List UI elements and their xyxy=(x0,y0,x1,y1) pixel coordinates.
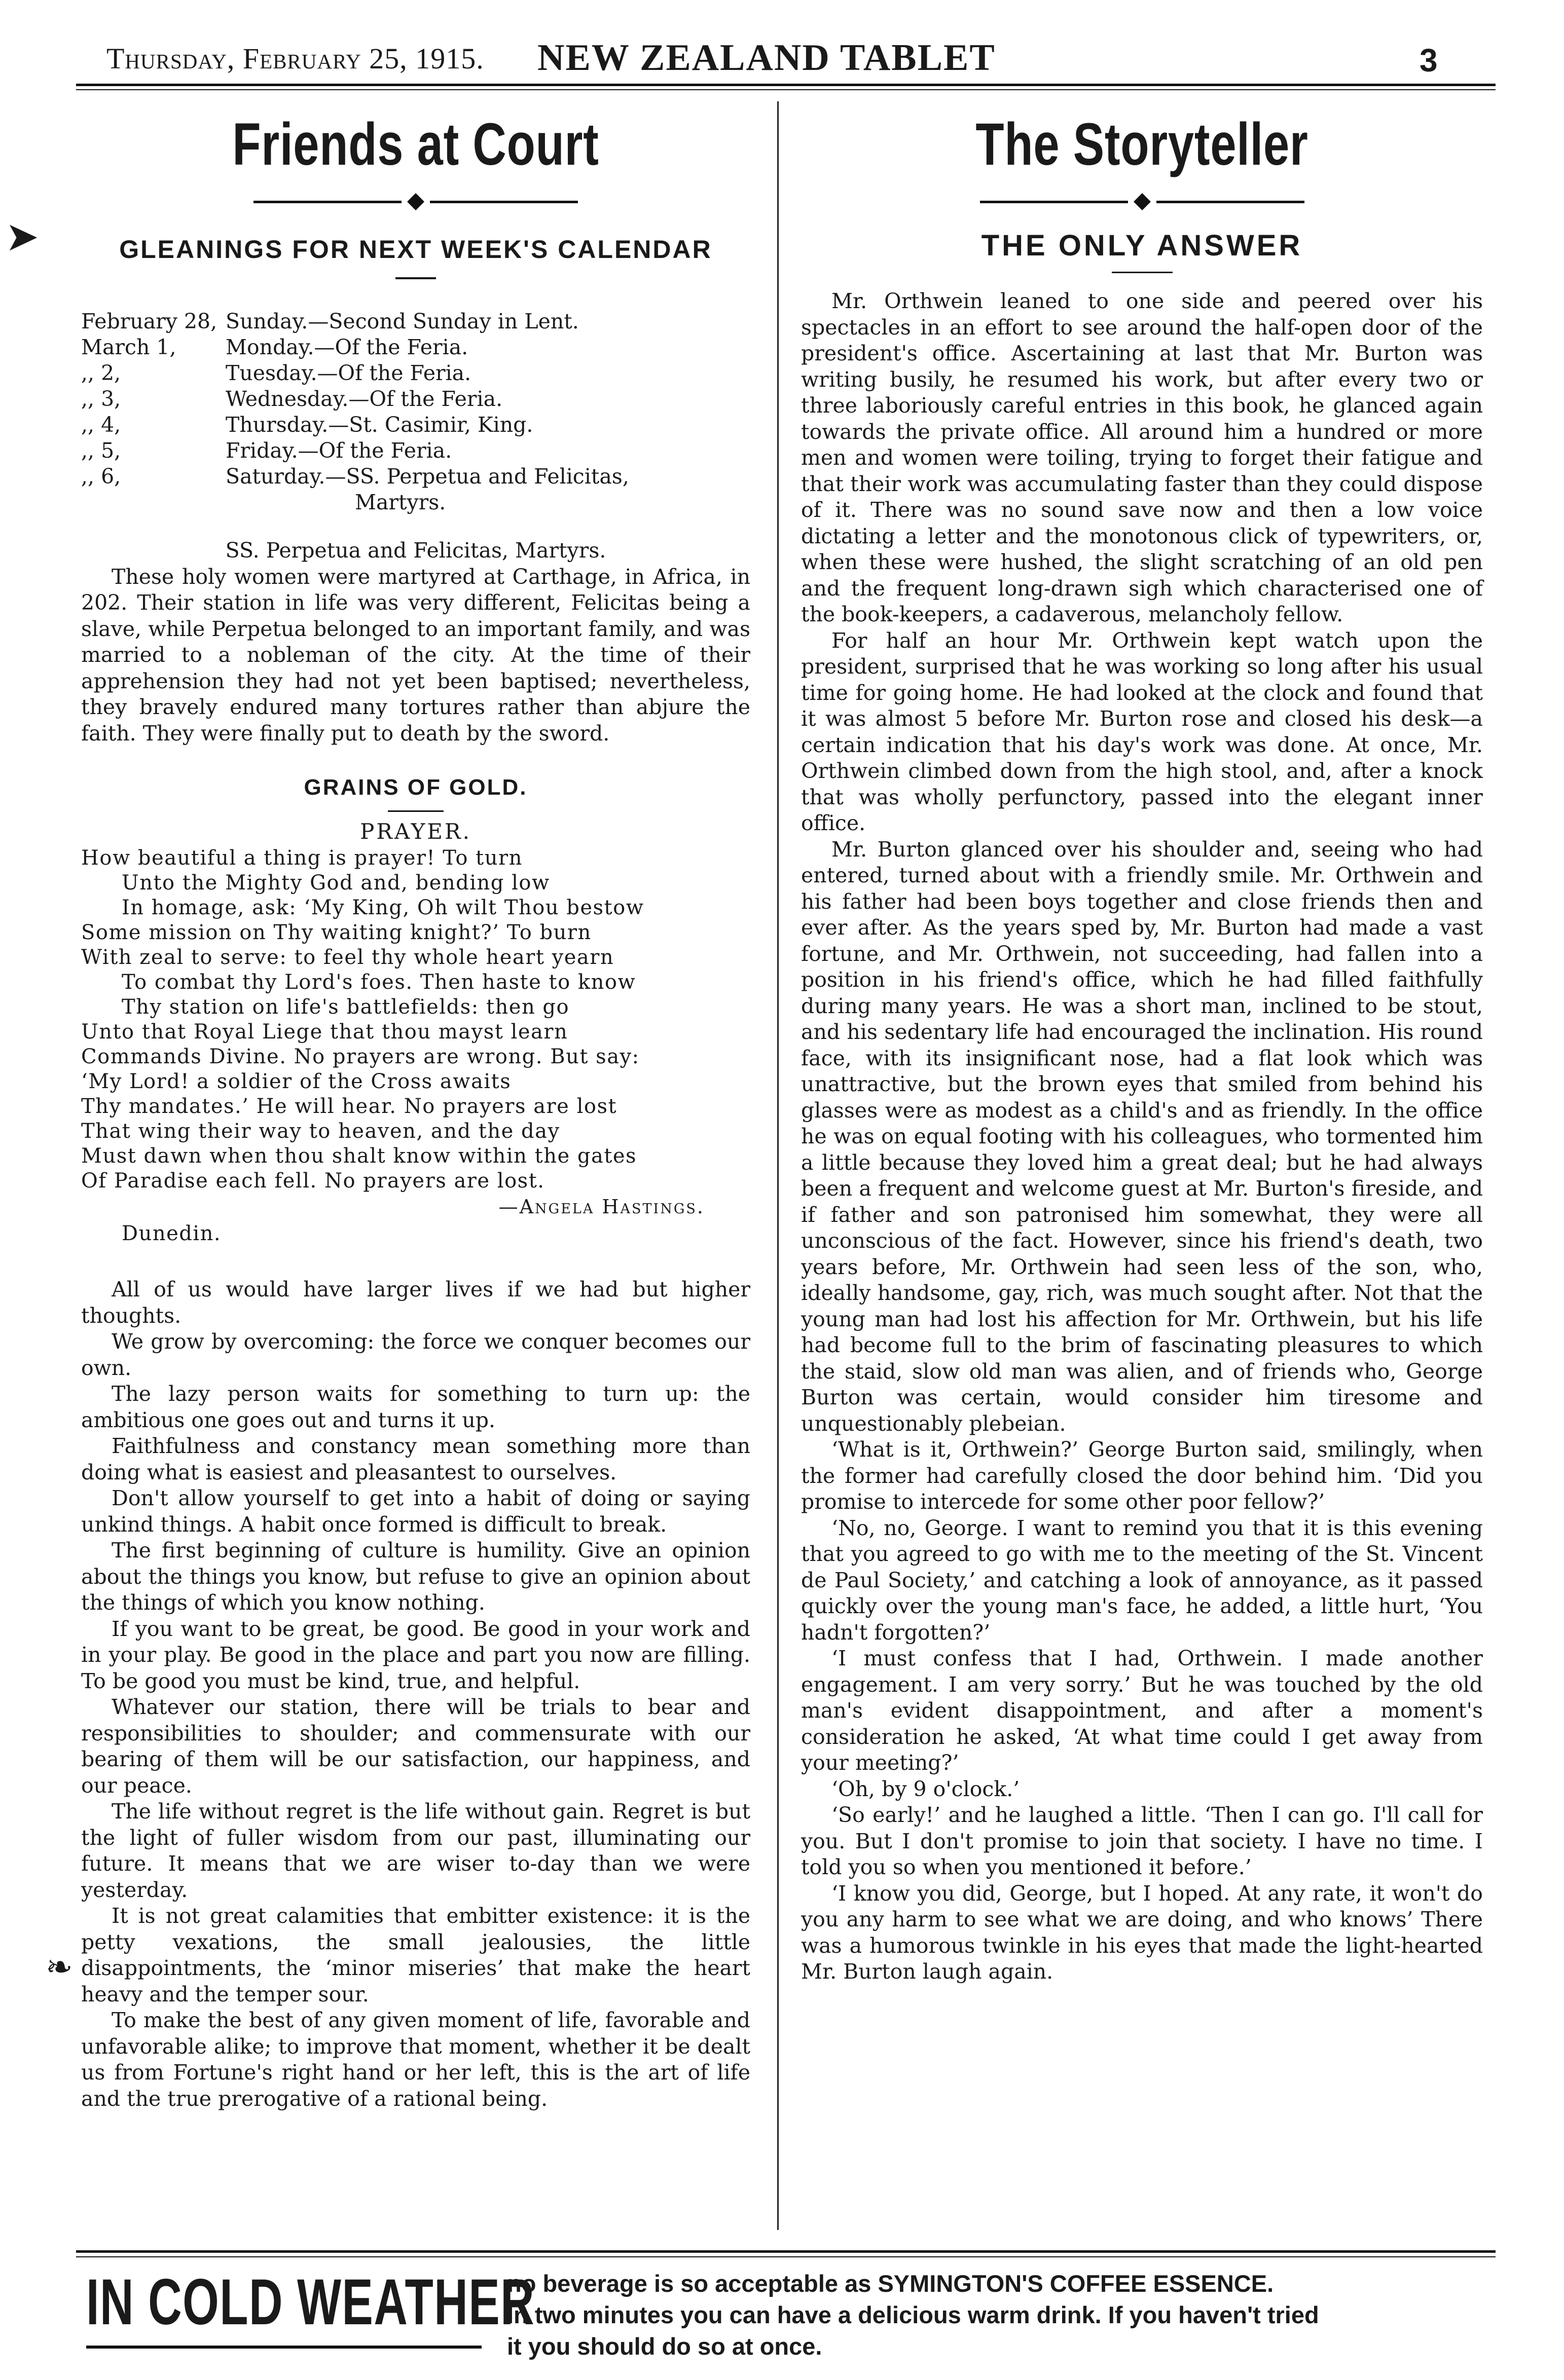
masthead-ornament xyxy=(253,194,578,209)
poem-line: In homage, ask: ‘My King, Oh wilt Thou bestow xyxy=(122,896,644,919)
margin-arrow-icon: ➤ xyxy=(5,213,40,260)
story-paragraph: ‘So early!’ and he laughed a little. ‘Then I can go. I'll call for you. But I don't promise to join that society. I have no time. I told you so when you mentioned it before.’ xyxy=(801,1803,1483,1879)
poem-line: With zeal to serve: to feel thy whole heart yearn xyxy=(81,946,614,969)
maxim: Whatever our station, there will be trials to bear and responsibilities to shoulder; and commensurate with our bearing of them will be our satisfaction, our happiness, and our peace. xyxy=(81,1695,750,1798)
poem-line: Unto the Mighty God and, bending low xyxy=(122,871,550,895)
advert-line: In two minutes you can have a delicious warm drink. If you haven't tried xyxy=(507,2301,1319,2328)
short-rule xyxy=(388,810,444,812)
poem-line: Of Paradise each fell. No prayers are lost. xyxy=(81,1169,545,1193)
story-paragraph: Mr. Orthwein leaned to one side and peered over his spectacles in an effort to see around the half-open door of the president's office. Ascertaining at last that Mr. Burton was writing busily, he resumed his work, but after every two or three laboriously careful entries in this book, he glanced again towards the private office. All around him a hundred or more men and women were toiling, trying to forget their fatigue and that their work was accumulating faster than they could dispose of it. There was no sound save now and then a low voice dictating a letter and the monotonous click of typewriters, or, when these were hushed, the slight scratching of an old pen and the frequent long-drawn sigh which characterised one of the book-keepers, a cadaverous, melancholy fellow. xyxy=(801,289,1483,626)
poem-line: Some mission on Thy waiting knight?’ To burn xyxy=(81,921,592,944)
poem-line: Must dawn when thou shalt know within the gates xyxy=(81,1144,637,1168)
maxim: It is not great calamities that embitter existence: it is the petty vexations, the small jealousies, the little disappointments, the ‘minor miseries’ that make the heart heavy and the temper sour. xyxy=(81,1904,750,2006)
grains-heading: GRAINS OF GOLD. xyxy=(304,775,528,800)
calendar-row: ,, 3, Wednesday.—Of the Feria. xyxy=(81,387,503,411)
poem-line: Thy station on life's battlefields: then go xyxy=(122,995,570,1019)
calendar-row: ,, 4, Thursday.—St. Casimir, King. xyxy=(81,413,533,437)
calendar-row-continued: Martyrs. xyxy=(355,490,446,514)
calendar-row: March 1, Monday.—Of the Feria. xyxy=(81,335,468,359)
publication-title: NEW ZEALAND TABLET xyxy=(537,37,996,79)
prayer-title: PRAYER. xyxy=(360,819,471,844)
maxim: If you want to be great, be good. Be good in your work and in your play. Be good in the place and part you now are filling. To be good you must be kind, true, and helpful. xyxy=(81,1616,750,1693)
issue-date: Thursday, February 25, 1915. xyxy=(106,42,484,75)
right-masthead: The Storyteller xyxy=(975,111,1308,178)
masthead-ornament xyxy=(980,194,1304,209)
short-rule xyxy=(395,277,436,279)
story-paragraph: For half an hour Mr. Orthwein kept watch upon the president, surprised that he was working so long after his usual time for going home. He had looked at the clock and found that it was almost 5 before Mr. Burton rose and closed his desk—a certain indication that his day's work was done. At once, Mr. Orthwein climbed down from the high stool, and, after a knock that was wholly perfunctory, passed into the elegant inner office. xyxy=(801,628,1483,835)
poem-line: Commands Divine. No prayers are wrong. But say: xyxy=(81,1045,640,1068)
page-number: 3 xyxy=(1420,42,1438,79)
advert-text xyxy=(507,2268,1485,2362)
header-rule xyxy=(76,84,1496,86)
maxim: All of us would have larger lives if we had but higher thoughts. xyxy=(81,1277,750,1328)
story-paragraph: ‘I know you did, George, but I hoped. At any rate, it won't do you any harm to see what we are doing, and who knows’ There was a humorous twinkle in his eyes that made the light-hearted Mr. Burton laugh again. xyxy=(801,1881,1483,1984)
maxim: Don't allow yourself to get into a habit of doing or saying unkind things. A habit once formed is difficult to break. xyxy=(81,1486,750,1537)
calendar-row: ,, 5, Friday.—Of the Feria. xyxy=(81,438,452,463)
left-masthead: Friends at Court xyxy=(232,111,599,178)
calendar-list xyxy=(81,309,750,515)
running-header xyxy=(0,36,1564,87)
short-rule xyxy=(1112,272,1173,273)
footer-rule xyxy=(76,2250,1496,2253)
saints-title: SS. Perpetua and Felicitas, Martyrs. xyxy=(225,538,606,563)
poem-line: Unto that Royal Liege that thou mayst learn xyxy=(81,1020,568,1044)
advert-headline: IN COLD WEATHER xyxy=(86,2266,535,2338)
story-paragraph: ‘I must confess that I had, Orthwein. I made another engagement. I am very sorry.’ But he was touched by the old man's evident disappointment, and after a moment's consideration he asked, ‘At what time could I get away from your meeting?’ xyxy=(801,1646,1483,1775)
maxim: The lazy person waits for something to turn up: the ambitious one goes out and turns it up. xyxy=(81,1382,750,1432)
maxim: The life without regret is the life without gain. Regret is but the light of fuller wisdom from our past, illuminating our future. It means that we are wiser to-day than we were yesterday. xyxy=(81,1799,750,1902)
column-divider xyxy=(777,101,779,2230)
story-paragraph: ‘No, no, George. I want to remind you that it is this evening that you agreed to go with me to the meeting of the St. Vincent de Paul Society,’ and catching a look of annoyance, as it passed quickly over the young man's face, he added, a little hurt, ‘You hadn't forgotten?’ xyxy=(801,1515,1483,1645)
header-rule-thin xyxy=(76,89,1496,90)
maxims xyxy=(81,1277,750,2112)
poem-line: To combat thy Lord's foes. Then haste to know xyxy=(122,971,636,994)
poem-line: Thy mandates.’ He will hear. No prayers are lost xyxy=(81,1095,617,1118)
footer-rule-thin xyxy=(76,2256,1496,2257)
story-paragraph: ‘Oh, by 9 o'clock.’ xyxy=(831,1776,1020,1801)
left-column xyxy=(81,109,750,2112)
story-paragraph: Mr. Burton glanced over his shoulder and, seeing who had entered, turned about with a friendly smile. Mr. Orthwein and his father had been boys together and close friends then and ever after. As the years sped by, Mr. Burton had made a vast fortune, and Mr. Orthwein, not succeeding, had fallen into a position in his friend's office, which he had filled faithfully during many years. He was a short man, inclined to be stout, and his sedentary life had encouraged the inclination. His round face, with its insignificant nose, had a flat look which was unattractive, but the brown eyes that smiled from behind his glasses were as modest as a child's and as friendly. In the office he was on equal footing with his colleagues, who tormented him a little because they loved him a great deal; but he had always been a frequent and welcome guest at Mr. Burton's fireside, and if father and son patronised him somewhat, they were all unconscious of the fact. However, since his friend's death, two years before, Mr. Orthwein had seen less of the son, who, ideally handsome, gay, rich, was much sought after. Not that the young man had lost his affection for Mr. Orthwein, but his life had become full to the brim of fascinating pleasures to which the staid, slow old man was alien, and of friends who, George Burton was certain, would consider him tiresome and unquestionably plebeian. xyxy=(801,837,1483,1436)
advert-underline xyxy=(86,2346,482,2349)
maxim: The first beginning of culture is humility. Give an opinion about the things you know, but refuse to give an opinion about the things of which you know nothing. xyxy=(81,1538,750,1615)
advert-line: no beverage is so acceptable as SYMINGTON'S COFFEE ESSENCE. xyxy=(507,2270,1274,2297)
saints-text: These holy women were martyred at Carthage, in Africa, in 202. Their station in life was very different, Felicitas being a slave, while Perpetua belonged to an important family, and was married to a nobleman of the city. At the time of their apprehension they had not yet been baptised; nevertheless, they bravely endured many tortures rather than abjure the faith. They were finally put to death by the sword. xyxy=(81,564,750,746)
story-body xyxy=(801,288,1483,1985)
story-title: THE ONLY ANSWER xyxy=(981,229,1303,262)
maxim: Faithfulness and constancy mean something more than doing what is easiest and pleasantest to ourselves. xyxy=(81,1434,750,1484)
poem xyxy=(81,846,750,1247)
advert-line: it you should do so at once. xyxy=(507,2333,822,2360)
poem-line: ‘My Lord! a soldier of the Cross awaits xyxy=(81,1070,512,1093)
calendar-row: ,, 6, Saturday.—SS. Perpetua and Felicitas, xyxy=(81,464,629,489)
poem-line: How beautiful a thing is prayer! To turn xyxy=(81,846,523,870)
poem-line: That wing their way to heaven, and the day xyxy=(81,1120,560,1143)
right-column xyxy=(801,109,1483,1985)
story-paragraph: ‘What is it, Orthwein?’ George Burton said, smilingly, when the former had carefully closed the door behind him. ‘Did you promise to intercede for some other poor fellow?’ xyxy=(801,1437,1483,1514)
calendar-row: February 28, Sunday.—Second Sunday in Lent. xyxy=(81,309,579,333)
poem-place: Dunedin. xyxy=(122,1222,222,1245)
maxim: To make the best of any given moment of life, favorable and unfavorable alike; to improve that moment, whether it be dealt us from Fortune's right hand or her left, this is the art of life and the true prerogative of a rational being. xyxy=(81,2008,750,2111)
calendar-row: ,, 2, Tuesday.—Of the Feria. xyxy=(81,361,471,385)
poem-author: —Angela Hastings. xyxy=(498,1196,705,1218)
maxim: We grow by overcoming: the force we conquer becomes our own. xyxy=(81,1329,750,1380)
calendar-heading: GLEANINGS FOR NEXT WEEK'S CALENDAR xyxy=(119,235,712,264)
margin-mark-icon: ❧ xyxy=(46,1949,73,1986)
